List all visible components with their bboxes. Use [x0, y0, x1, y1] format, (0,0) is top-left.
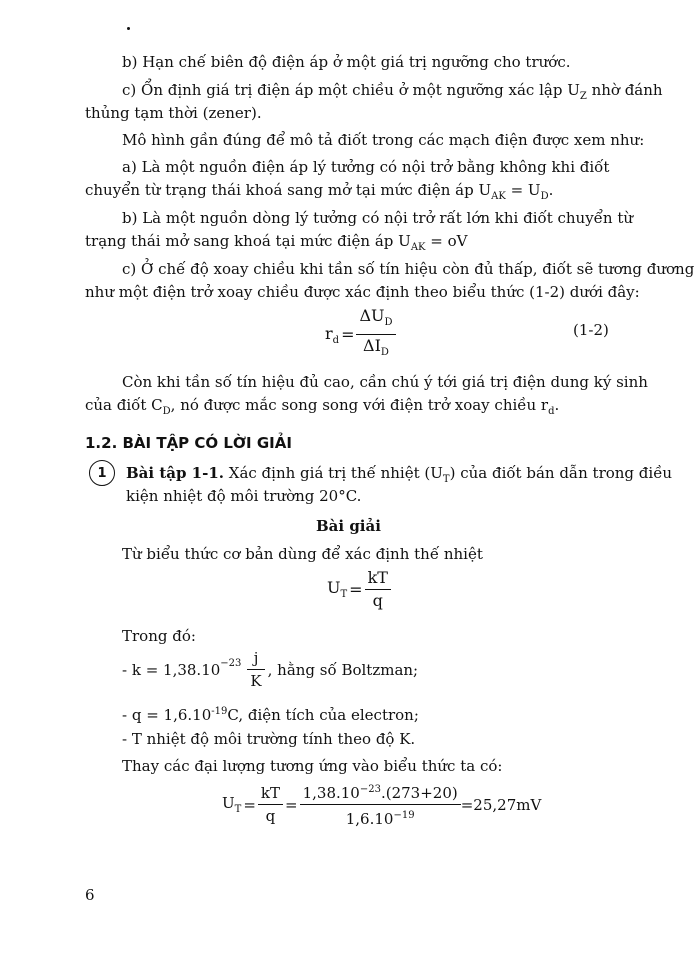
exercise-statement-cont: kiện nhiệt độ môi trường 20°C.	[126, 487, 362, 505]
k-unit-den: K	[250, 672, 262, 690]
hf-sub-rd: d	[548, 406, 555, 417]
ut-sub: T	[340, 589, 348, 601]
q-desc: C, điện tích của electron;	[227, 706, 419, 724]
a2-text: chuyển từ trạng thái khoá sang mở tại mức điện áp U	[85, 181, 492, 199]
k-exponent: −23	[220, 658, 242, 669]
hf-period: .	[554, 396, 560, 414]
eq12-den-text: ΔI	[363, 336, 381, 356]
paragraph-where: Trong đó:	[122, 627, 196, 645]
paragraph-hf: Còn khi tần số tín hiệu đủ cao, cần chú ý tới giá trị điện dung ký sinh	[122, 373, 648, 391]
fin-fraction-1	[258, 783, 283, 826]
eq12-r-sub: d	[332, 334, 340, 346]
fin-u-sub: T	[234, 804, 242, 815]
b2-text-end: = oV	[425, 232, 468, 250]
hf-text-mid: , nó được mắc song song với điện trở xoay chiều r	[170, 396, 549, 414]
eq12-lhs	[325, 324, 339, 346]
equation-label: (1-2)	[573, 321, 609, 339]
exercise-number-badge: 1	[89, 460, 115, 486]
item-charge	[122, 700, 419, 727]
final-calculation	[222, 780, 541, 829]
paragraph-c1-cont: thủng tạm thời (zener).	[85, 104, 262, 122]
fin-num-2	[300, 780, 461, 805]
thermal-voltage-formula	[327, 568, 391, 611]
eq12-denominator	[356, 335, 395, 363]
exercise-sub-t: T	[442, 474, 450, 485]
fin-den-1: q	[265, 807, 276, 825]
exercise-title: Bài tập 1-1.	[126, 464, 224, 482]
eq12-numerator	[356, 306, 395, 335]
q-text: - q = 1,6.10	[122, 706, 212, 724]
a2-equals: = U	[505, 181, 541, 199]
eq12-den-sub: D	[380, 347, 389, 359]
c1-sub: Z	[579, 91, 587, 102]
paragraph-b1: b) Hạn chế biên độ điện áp ở một giá trị ngưỡng cho trước.	[122, 53, 571, 71]
c1-text: c) Ổn định giá trị điện áp một chiều ở một ngưỡng xác lập U	[122, 81, 580, 99]
fin-num2-tail: .(273+20)	[380, 784, 458, 802]
fin-num2-exp: −23	[359, 784, 381, 795]
exercise-text: Xác định giá trị thế nhiệt (U	[224, 464, 443, 482]
ut-equals: =	[349, 580, 363, 599]
fin-num2-base: 1,38.10	[302, 784, 360, 802]
fin-fraction-2	[300, 780, 461, 829]
eq12-num-text: ΔU	[359, 306, 385, 325]
hf-sub-d: D	[162, 406, 171, 417]
b2-sub-ak: AK	[410, 242, 426, 253]
paragraph-model: Mô hình gần đúng để mô tả điốt trong các mạch điện được xem như:	[122, 131, 645, 149]
a2-period: .	[548, 181, 554, 199]
eq12-fraction	[356, 306, 395, 363]
eq12-num-sub: D	[384, 317, 393, 329]
fin-lhs	[222, 794, 241, 815]
ut-u: U	[327, 578, 341, 598]
paragraph-c2-cont: như một điện trở xoay chiều được xác định theo biểu thức (1-2) dưới đây:	[85, 283, 640, 301]
item-boltzmann	[122, 648, 418, 691]
q-exponent: -19	[211, 706, 228, 717]
a2-sub-ak: AK	[491, 191, 506, 202]
equation-1-2	[325, 306, 396, 363]
paragraph-a2: a) Là một nguồn điện áp lý tưởng có nội trở bằng không khi điốt	[122, 158, 610, 176]
eq12-equals: =	[341, 325, 355, 345]
k-unit-num: j	[247, 648, 264, 670]
ut-denominator: q	[372, 591, 383, 610]
ut-lhs	[327, 578, 347, 600]
exercise-text-end: ) của điốt bán dẫn trong điều	[449, 464, 673, 482]
paragraph-substitute: Thay các đại lượng tương ứng vào biểu thức ta có:	[122, 757, 503, 775]
hf-text: của điốt C	[85, 396, 163, 414]
k-unit-fraction	[247, 648, 264, 691]
fin-den2-base: 1,6.10	[345, 810, 394, 828]
a2-sub-d: D	[540, 191, 549, 202]
paragraph-b2: b) Là một nguồn dòng lý tưởng có nội trở rất lớn khi điốt chuyển từ	[122, 209, 634, 227]
k-desc: , hằng số Boltzman;	[267, 660, 419, 679]
stray-dot	[127, 27, 130, 30]
paragraph-hf-cont	[85, 393, 559, 424]
fin-den2-exp: −19	[393, 810, 415, 821]
item-temperature: - T nhiệt độ môi trường tính theo độ K.	[122, 730, 416, 748]
b2-text: trạng thái mở sang khoá tại mức điện áp U	[85, 232, 411, 250]
paragraph-c2: c) Ở chế độ xoay chiều khi tần số tín hiệu còn đủ thấp, điốt sẽ tương đương	[122, 260, 695, 278]
c1-text-end: nhờ đánh	[586, 81, 663, 99]
paragraph-a2-cont	[85, 178, 553, 209]
ut-fraction	[365, 568, 391, 611]
fin-result: =25,27mV	[460, 795, 542, 814]
k-text: - k = 1,38.10	[122, 660, 221, 679]
fin-u: U	[222, 794, 235, 812]
fin-den-2	[300, 805, 461, 829]
page-number: 6	[85, 886, 95, 904]
paragraph-b2-cont	[85, 229, 467, 260]
eq12-r: r	[325, 323, 333, 343]
fin-equals-1: =	[243, 795, 256, 814]
fin-equals-2: =	[285, 795, 298, 814]
ut-numerator: kT	[365, 568, 391, 590]
fin-num-1: kT	[258, 783, 283, 805]
section-heading: 1.2. BÀI TẬP CÓ LỜI GIẢI	[85, 434, 292, 452]
solution-heading: Bài giải	[316, 517, 381, 535]
paragraph-from: Từ biểu thức cơ bản dùng để xác định thế nhiệt	[122, 545, 483, 563]
